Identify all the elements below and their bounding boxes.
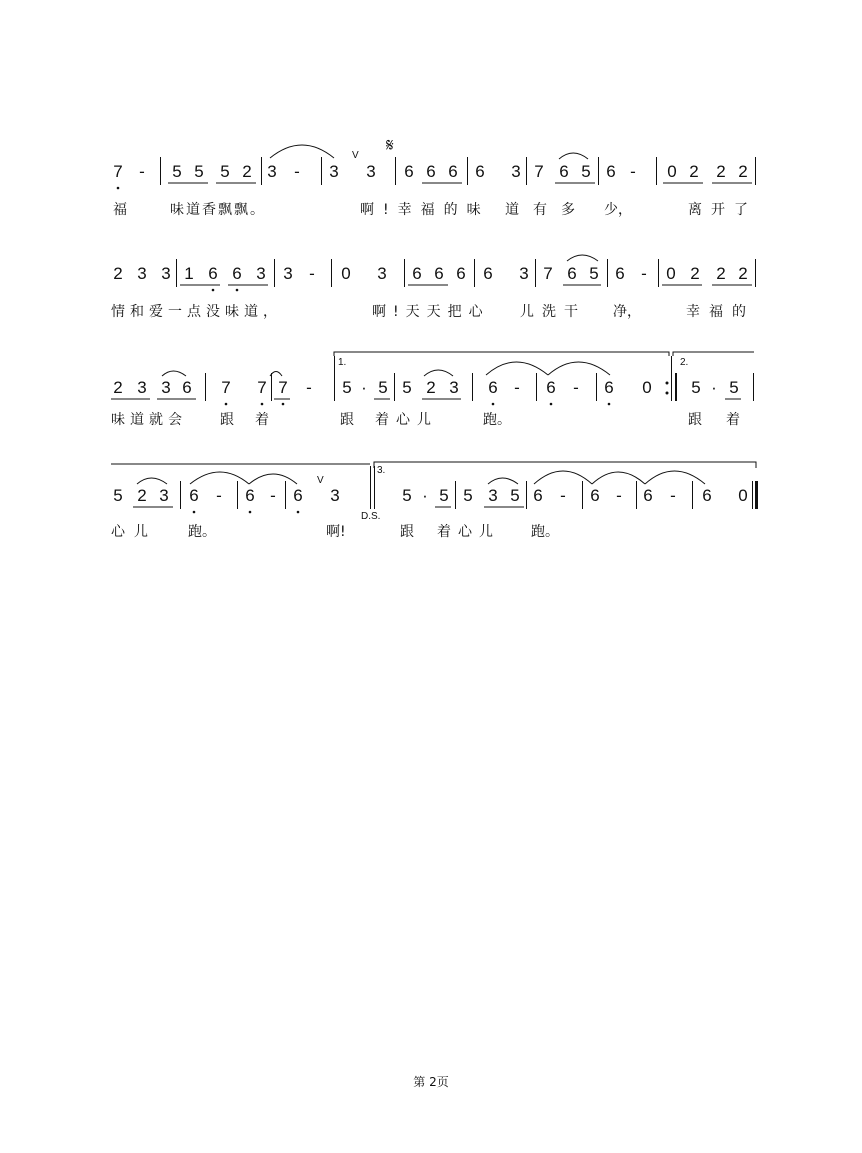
- note: 0: [642, 378, 652, 397]
- note: 5: [589, 264, 599, 283]
- dot: ·: [711, 378, 717, 397]
- note: 5: [463, 486, 473, 505]
- note: 3: [137, 264, 147, 283]
- volta-bracket-3: [374, 462, 756, 468]
- octave-dot: [249, 511, 252, 514]
- note-dash: -: [573, 378, 579, 397]
- octave-dot: [193, 511, 196, 514]
- note: 6: [404, 162, 414, 181]
- volta-1-label: 1.: [338, 357, 347, 368]
- note: 2: [716, 264, 726, 283]
- note: 3: [161, 264, 171, 283]
- note: 6: [559, 162, 569, 181]
- note: 3: [449, 378, 459, 397]
- octave-dot: [212, 289, 215, 292]
- tie-slur: [162, 371, 186, 376]
- lyric: 跟: [688, 412, 702, 428]
- note-dash: -: [630, 162, 636, 181]
- octave-dot: [492, 403, 495, 406]
- tie-slur: [270, 145, 334, 158]
- note: 7: [113, 162, 123, 181]
- note: 2: [690, 264, 700, 283]
- note: 5: [402, 378, 412, 397]
- note-dash: -: [306, 378, 312, 397]
- note: 2: [113, 378, 123, 397]
- note-dash: -: [139, 162, 145, 181]
- lyric: 着: [726, 412, 740, 428]
- note: 6: [590, 486, 600, 505]
- note-dash: -: [641, 264, 647, 283]
- tie-slur: [486, 362, 548, 375]
- note-dash: -: [560, 486, 566, 505]
- note: 6: [606, 162, 616, 181]
- note: 6: [483, 264, 493, 283]
- octave-dot: [550, 403, 553, 406]
- octave-dot: [282, 403, 285, 406]
- volta-bracket-2: [673, 352, 754, 356]
- lyric: 味道就会: [111, 412, 187, 428]
- note: 2: [242, 162, 252, 181]
- tie-slur: [567, 255, 598, 261]
- breath-mark: V: [352, 150, 359, 161]
- lyric: 跟: [220, 412, 234, 428]
- octave-dot: [261, 403, 264, 406]
- note: 2: [689, 162, 699, 181]
- lyric: 幸福的: [686, 304, 755, 320]
- note: 6: [189, 486, 199, 505]
- repeat-dot: [666, 392, 669, 395]
- note-dash: -: [670, 486, 676, 505]
- note: 5: [691, 378, 701, 397]
- note: 2: [738, 264, 748, 283]
- note: 5: [220, 162, 230, 181]
- note: 6: [546, 378, 556, 397]
- octave-dot: [225, 403, 228, 406]
- lyric: 着心儿: [437, 524, 500, 540]
- note: 5: [342, 378, 352, 397]
- tie-slur: [270, 372, 282, 377]
- note-dash: -: [514, 378, 520, 397]
- volta-2-label: 2.: [680, 357, 689, 368]
- note: 3: [330, 486, 340, 505]
- tie-slur: [190, 472, 249, 484]
- lyric: 跟: [400, 524, 414, 540]
- lyric: 跟: [340, 412, 354, 428]
- note: 3: [511, 162, 521, 181]
- lyric: 情和爱一点没味道，: [111, 304, 282, 320]
- note: 6: [232, 264, 242, 283]
- note: 3: [488, 486, 498, 505]
- tie-slur: [548, 362, 610, 375]
- note: 3: [366, 162, 376, 181]
- note-dash: -: [216, 486, 222, 505]
- lyric: 跑。: [483, 412, 511, 428]
- tie-slur: [534, 471, 592, 484]
- note: 7: [543, 264, 553, 283]
- note: 0: [667, 162, 677, 181]
- note: 6: [604, 378, 614, 397]
- note: 1: [184, 264, 194, 283]
- note: 6: [567, 264, 577, 283]
- lyric: 着心儿: [375, 412, 438, 428]
- note: 5: [439, 486, 449, 505]
- note: 7: [257, 378, 267, 397]
- note: 5: [729, 378, 739, 397]
- note: 6: [182, 378, 192, 397]
- volta-3-label: 3.: [377, 465, 386, 476]
- note: 6: [412, 264, 422, 283]
- page-number: 第 2页: [413, 1075, 449, 1089]
- lyric: 道有多: [505, 202, 589, 218]
- segno-sign: 𝄋: [386, 135, 394, 156]
- note: 6: [448, 162, 458, 181]
- note: 3: [377, 264, 387, 283]
- note: 6: [426, 162, 436, 181]
- note: 3: [267, 162, 277, 181]
- note-dash: -: [270, 486, 276, 505]
- note: 2: [113, 264, 123, 283]
- lyric: 少，: [604, 202, 632, 218]
- note: 3: [329, 162, 339, 181]
- note: 5: [402, 486, 412, 505]
- note: 0: [738, 486, 748, 505]
- note: 3: [283, 264, 293, 283]
- lyric: 啊!幸福的味: [360, 202, 490, 218]
- octave-dot: [297, 511, 300, 514]
- note: 5: [510, 486, 520, 505]
- octave-dot: [236, 289, 239, 292]
- note: 6: [208, 264, 218, 283]
- note: 5: [172, 162, 182, 181]
- ds-marking: D.S.: [361, 511, 381, 522]
- note: 6: [434, 264, 444, 283]
- tie-slur: [137, 478, 167, 484]
- lyric: 跑。: [188, 524, 216, 540]
- note: 2: [738, 162, 748, 181]
- repeat-dot: [666, 382, 669, 385]
- note: 6: [615, 264, 625, 283]
- octave-dot: [608, 403, 611, 406]
- note: 0: [341, 264, 351, 283]
- dot: ·: [422, 486, 428, 505]
- note-dash: -: [309, 264, 315, 283]
- note: 5: [113, 486, 123, 505]
- tie-slur: [645, 471, 705, 484]
- lyric: 儿洗干: [520, 304, 586, 320]
- note: 6: [245, 486, 255, 505]
- lyric: 啊!: [326, 524, 346, 540]
- note: 2: [137, 486, 147, 505]
- tie-slur: [424, 370, 453, 376]
- note: 6: [293, 486, 303, 505]
- note: 6: [488, 378, 498, 397]
- note: 6: [475, 162, 485, 181]
- note: 7: [534, 162, 544, 181]
- volta-bracket-1: [334, 352, 669, 356]
- lyric: 着: [255, 412, 269, 428]
- lyric: 离开了: [688, 202, 757, 218]
- note: 6: [702, 486, 712, 505]
- note: 3: [161, 378, 171, 397]
- octave-dot: [117, 187, 120, 190]
- note: 6: [643, 486, 653, 505]
- note: 7: [221, 378, 231, 397]
- lyric: 跑。: [531, 524, 559, 540]
- note: 5: [194, 162, 204, 181]
- note: 3: [519, 264, 529, 283]
- note: 0: [666, 264, 676, 283]
- note-dash: -: [294, 162, 300, 181]
- note: 2: [426, 378, 436, 397]
- tie-slur: [249, 474, 297, 484]
- note: 6: [456, 264, 466, 283]
- lyric: 净，: [613, 304, 641, 320]
- breath-mark: V: [317, 475, 324, 486]
- note: 3: [159, 486, 169, 505]
- lyric: 味道香飘飘。: [170, 202, 266, 218]
- note: 5: [581, 162, 591, 181]
- dot: ·: [361, 378, 367, 397]
- lyric: 啊!天天把心: [372, 304, 490, 320]
- tie-slur: [488, 478, 518, 484]
- note: 6: [533, 486, 543, 505]
- note: 2: [716, 162, 726, 181]
- note: 7: [278, 378, 288, 397]
- tie-slur: [559, 153, 588, 159]
- note: 5: [378, 378, 388, 397]
- tie-slur: [592, 472, 645, 484]
- note-dash: -: [616, 486, 622, 505]
- lyric: 心儿: [111, 524, 157, 540]
- note: 3: [256, 264, 266, 283]
- note: 3: [137, 378, 147, 397]
- lyric: 福: [113, 202, 127, 218]
